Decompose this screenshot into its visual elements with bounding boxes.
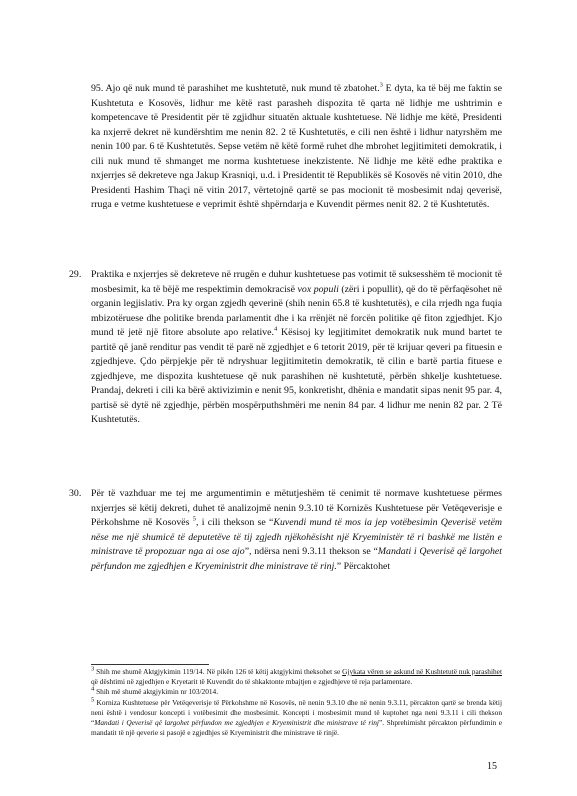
footnote-ref-4[interactable]: 4: [273, 325, 278, 333]
fn3-text-a: Shih me shumë Aktgjykimin 119/14. Në pikën 126 të këtij aktgjykimi theksohet se: [94, 667, 343, 676]
paragraph-95: [91, 82, 502, 213]
p30-italic-quote-1: Kuvendi mund të mos ia jep votëbesimin Qeverisë vetëm nëse me një shumicë të deputetëve të tij zgjedh njëkohësisht një Kryeministër të ri bashkë me listën e ministrave të propozuar nga ai ose ajo: [91, 517, 502, 557]
fn5-text-b: ”. Shprehimisht përcakton përfundimin e mandatit të një qeverie si pasojë e zgjedhjes së Kryeministrit dhe ministrave të rinjë.: [91, 718, 502, 738]
footnote-number: 5: [91, 696, 95, 704]
paragraph-29: [69, 268, 502, 428]
p30-text-a: Për të vazhduar me tej me argumentimin e mëtutjeshëm të cenimit të normave kushtetuese përmes nxjerrjes së këtij dekreti, duhet të analizojmë nenin 9.3.10 të Kornizës Kushtetuese për Vetëqeverisje e Përkohshme në Kosovës: [91, 488, 502, 528]
footnote-ref-3[interactable]: 3: [379, 81, 383, 89]
footnote-divider: [91, 664, 209, 665]
p95-text-a: 95. Ajo që nuk mund të parashihet me kushtetutë, nuk mund të zbatohet.: [91, 83, 380, 94]
footnote-number: 3: [91, 665, 95, 673]
p29-text-b: (zëri i popullit), që do të përfaqësohet në organin legjislativ. Pra ky organ zgjedh qeverinë (shih nenin 65.8 të kushtetutës), e cila rrjedh nga fuqia mbizotëruese dhe politike brenda parlamentit dhe i ka rrënjët në forcën politike që fiton zgjedhjet. Kjo mund të jetë një fitore absolute apo relative.: [91, 283, 502, 338]
fn4-text: Shih më shumë aktgjykimin nr 103/2014.: [94, 687, 219, 697]
footnote-3: [91, 667, 502, 687]
footnote-ref-5[interactable]: 5: [192, 515, 196, 523]
page-number: 15: [487, 761, 497, 772]
paragraph-number: 29.: [69, 269, 82, 280]
p29-text-c: Kësisoj ky legjitimitet demokratik nuk mund bartet te partitë që janë renditur pas vendit të parë në zgjedhjet e 6 tetorit 2019, për të krijuar qeveri pa fituesin e zgjedhjeve. Çdo përpjekje për të ndryshuar legjitimitetin demokratik, të cilin e bartë partia fituese e zgjedhjeve, me dispozita kushtetuese që nuk parashihen në kushtetutë, përbën shkelje kushtetuese. Prandaj, dekreti i cili ka bërë aktivizimin e nenit 95, konkretisht, dhënia e mandatit sipas nenit 95 par. 4, partisë së dytë në zgjedhje, përbën mospërputhshmëri me nenin 84 par. 4 lidhur me nenin 82 par. 2 Të Kushtetutës.: [91, 327, 502, 425]
p30-text-d: ” Përcaktohet: [336, 560, 391, 572]
p29-text-a: Praktika e nxjerrjes së dekreteve në rrugën e duhur kushtetuese pas votimit të suksesshëm të mocionit të mosbesimit, ka të bëjë me respektimin demokracisë: [91, 269, 502, 295]
footnote-5: [91, 698, 502, 739]
fn5-text-a: Korniza Kushtetuese për Vetëqeverisje të Përkohshme në Kosovës, në nenin 9.3.10 dhe në nenin 9.3.11, përcakton qartë se brenda këtij neni është i vendosur koncepti i votëbesimit dhe mosbesimit. Koncepti i mosbesimit mund të kuptohet nga neni 9.3.11 i cili thekson “: [91, 697, 502, 728]
footnotes: [91, 667, 502, 738]
p95-text-b: E dyta, ka të bëj me faktin se Kushtetuta e Kosovës, lidhur me këtë rast parasheh dispozita të qarta në lidhje me ushtrimin e kompetencave të Presidentit për të zgjidhur situatën aktuale kushtetuese. Në lidhje me këtë, Presidenti ka nxjerrë dekret në kundërshtim me nenin 82. 2 të Kushtetutës, e cili nen është i lidhur natyrshëm me nenin 100 par. 6 të Kushtetutës. Sepse vetëm në këtë formë ruhet dhe mbrohet legjitimiteti demokratik, i cili nuk mund të shmanget me norma kushtetuese inekzistente. Në lidhje me këtë edhe praktika e nxjerrjes së dekreteve nga Jakup Krasniqi, u.d. i Presidentit të Republikës së Kosovës në vitin 2010, dhe Presidenti Hashim Thaçi në vitin 2017, vërtetojnë qartë se pas mocionit të mosbesimit ndaj qeverisë, rruga e vetme kushtetuese e veprimit është shpërndarja e Kuvendit përmes nenit 82. 2 të Kushtetutës.: [91, 83, 502, 210]
fn3-text-b: që dështimi në zgjedhjen e Kryetarit të Kuvendit do të shkaktonte mbajtjen e zgjedhjeve të reja parlamentare.: [91, 677, 413, 687]
paragraph-number: 30.: [69, 488, 82, 499]
paragraph-30: [69, 487, 503, 574]
fn3-underlined: Gjykata vëren se askund në Kushtetutë nuk parashihet: [342, 667, 502, 676]
footnote-number: 4: [91, 685, 95, 693]
p30-italic-quote-2: Mandati i Qeverisë që largohet përfundon me zgjedhjen e Kryeministrit dhe ministrave të rinj.: [91, 546, 503, 572]
p30-text-c: ”, ndërsa neni 9.3.11 thekson se “: [244, 546, 378, 557]
p30-text-b: , i cili thekson se “: [195, 517, 274, 528]
p29-italic: vox populi: [297, 283, 339, 295]
footnote-4: [91, 687, 502, 697]
fn5-italic: Mandati i Qeverisë që largohet përfundon me zgjedhjen e Kryeministrit dhe ministrave të rinj: [94, 718, 379, 728]
